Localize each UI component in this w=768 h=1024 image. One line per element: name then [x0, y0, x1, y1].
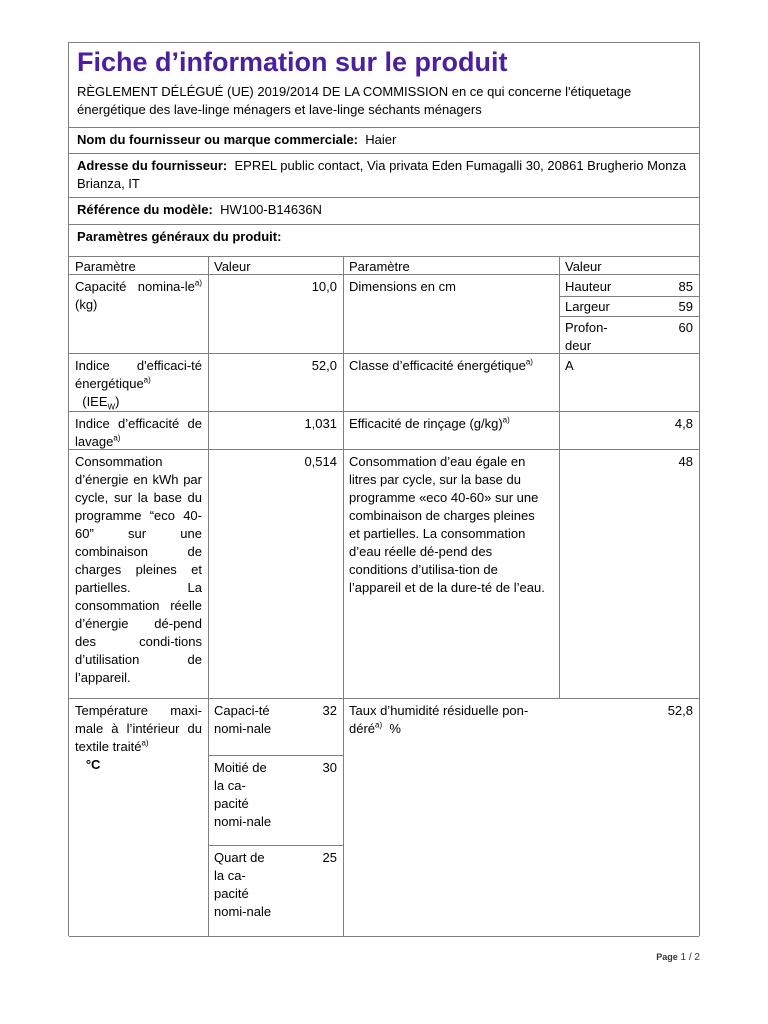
page-title: Fiche d’information sur le produit	[77, 47, 508, 77]
rinse-label: Efficacité de rinçage $(g/kg)^{a)}$	[349, 415, 510, 431]
water-consumption-value: 48	[678, 454, 693, 469]
temperature-label: Température maxi-male à l’intérieur du textile traité$^{a)}$ °C	[75, 703, 202, 772]
energy-class-label: Classe d’efficacité énergétique$^{a)}$	[349, 357, 533, 373]
address-label: Adresse du fournisseur:	[77, 158, 228, 173]
address-row	[69, 153, 699, 197]
supplier-value: Haier	[365, 132, 397, 147]
header-value-1: Valeur	[214, 259, 251, 274]
header-parameter-1: Paramètre	[75, 259, 136, 274]
header-value-2: Valeur	[565, 259, 602, 274]
rinse-value: 4,8	[674, 416, 693, 431]
model-value: HW100-B14636N	[220, 202, 322, 217]
depth-label: Profon-deur	[565, 320, 608, 353]
height-value: 85	[678, 279, 693, 294]
address-value: EPREL public contact, Via privata Eden Fumagalli 30, 20861 Brugherio Monza Brianza, IT	[77, 158, 687, 191]
energy-consumption-value: 0,514	[304, 454, 337, 469]
general-params-row	[69, 224, 699, 256]
temp-half-value: 30	[322, 760, 337, 775]
model-label: Référence du modèle:	[77, 202, 213, 217]
supplier-row	[69, 127, 699, 153]
page-label: Page	[656, 952, 678, 962]
humidity-value: 52,8	[667, 703, 693, 718]
depth-value: 60	[678, 320, 693, 335]
width-value: 59	[678, 299, 693, 314]
eei-value: 52,0	[311, 358, 337, 373]
page-number: 1 / 2	[680, 952, 700, 963]
temp-quarter-label: Quart de la ca-pacité nomi-nale	[214, 850, 272, 919]
capacity-label: Capacité nomina-$le^{a)}$ (kg)	[75, 278, 202, 312]
energy-class-value: A	[565, 358, 574, 373]
eei-label: Indice d'efficaci-té énergétique$^{a)}$ $(IEE_W)$	[75, 358, 202, 412]
height-label: Hauteur	[565, 279, 612, 294]
general-params-label: Paramètres généraux du produit:	[77, 229, 282, 244]
temp-full-value: 32	[322, 703, 337, 718]
product-sheet	[68, 42, 700, 936]
header-parameter-2: Paramètre	[349, 259, 410, 274]
regulation-text: RÈGLEMENT DÉLÉGUÉ (UE) 2019/2014 DE LA COMMISSION en ce qui concerne l'étiquetage énergétique des lave-linge ménagers et lave-linge séchants ménagers	[77, 84, 632, 117]
water-consumption-label: Consommation d’eau égale en litres par cycle, sur la base du programme «eco 40-60» sur une combinaison de charges pleines et partielles. La consommation d’eau réelle dé-pend des conditions d’utilisa-tion de l’appareil et de la dure-té de l’eau.	[349, 454, 545, 595]
supplier-label: Nom du fournisseur ou marque commerciale:	[77, 132, 359, 147]
humidity-label: Taux d’humidité résiduelle pon-déré$^{a)}$ %	[349, 703, 529, 736]
energy-consumption-label: Consommation d’énergie en kWh par cycle, sur la base du programme “eco 40-60” sur une combinaison de charges pleines et partielles. La consommation réelle d’énergie dé-pend des condi-tions d’utilisation de l’appareil.	[75, 454, 202, 685]
wash-index-label: Indice d’efficacité de lavage$^{a)}$	[75, 416, 202, 449]
wash-index-value: 1,031	[304, 416, 337, 431]
temp-half-label: Moitié de la ca-pacité nomi-nale	[214, 760, 272, 829]
dimensions-label: Dimensions en cm	[349, 279, 456, 294]
model-row	[69, 197, 699, 224]
temp-full-label: Capaci-té nomi-nale	[214, 703, 272, 736]
width-label: Largeur	[565, 299, 610, 314]
page-footer	[656, 952, 700, 963]
temp-quarter-value: 25	[322, 850, 337, 865]
capacity-value: 10,0	[311, 279, 337, 294]
